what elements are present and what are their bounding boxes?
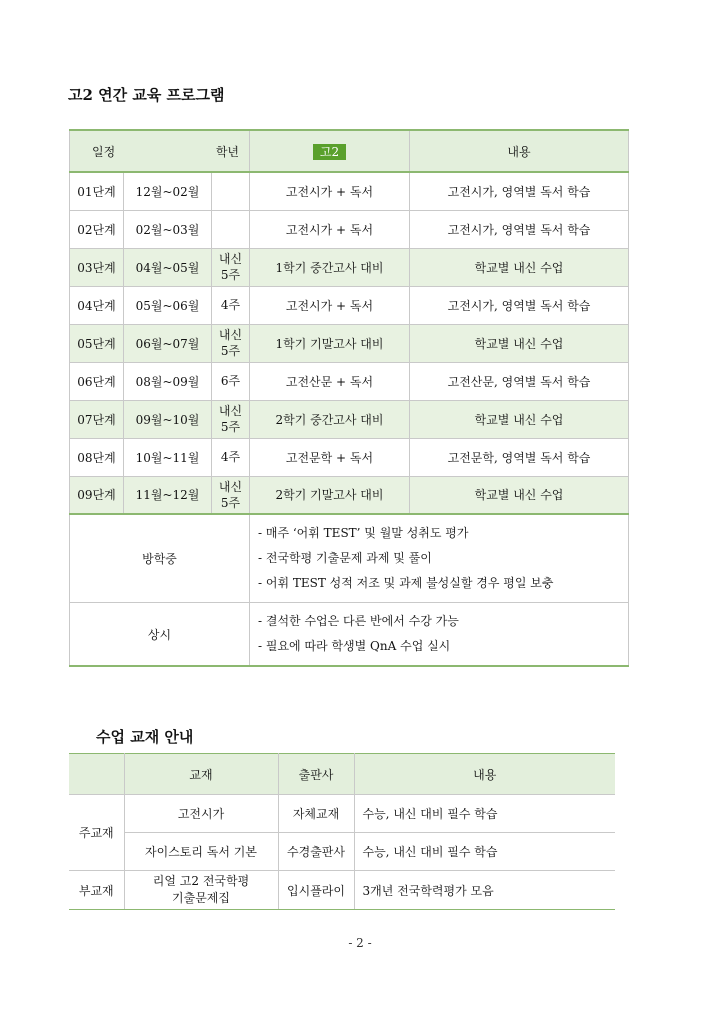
sub-textbook-label: 부교재 xyxy=(69,871,124,910)
note-item: - 전국학평 기출문제 과제 및 풀이 xyxy=(258,551,432,565)
note-item: - 어휘 TEST 성적 저조 및 과제 불성실할 경우 평일 보충 xyxy=(258,576,554,590)
stage-cell: 03단계 xyxy=(70,248,124,286)
book-header: 교재 xyxy=(124,754,278,795)
weeks-cell: 내신 5주 xyxy=(212,400,250,438)
stage-cell: 08단계 xyxy=(70,438,124,476)
period-cell: 09월~10월 xyxy=(124,400,212,438)
content-cell: 고전산문, 영역별 독서 학습 xyxy=(410,362,629,400)
period-cell: 10월~11월 xyxy=(124,438,212,476)
program-cell: 고전시가 + 독서 xyxy=(250,210,410,248)
textbook-content-header: 내용 xyxy=(354,754,615,795)
grade-header-label: 학년 xyxy=(215,145,239,159)
content-cell: 학교별 내신 수업 xyxy=(410,476,629,514)
stage-cell: 01단계 xyxy=(70,172,124,210)
publisher-cell: 수경출판사 xyxy=(278,833,354,871)
note-item: - 필요에 따라 학생별 QnA 수업 실시 xyxy=(258,639,451,653)
weeks-cell: 6주 xyxy=(212,362,250,400)
textbook-row xyxy=(69,833,615,871)
textbook-header-row xyxy=(69,754,615,795)
schedule-row xyxy=(70,400,629,438)
annual-schedule-table xyxy=(69,129,629,667)
content-cell: 학교별 내신 수업 xyxy=(410,400,629,438)
period-cell: 04월~05월 xyxy=(124,248,212,286)
note-item: - 결석한 수업은 다른 반에서 수강 가능 xyxy=(258,614,459,628)
weeks-cell xyxy=(212,172,250,210)
period-cell: 06월~07월 xyxy=(124,324,212,362)
textbook-table xyxy=(69,753,615,910)
content-cell: 고전문학, 영역별 독서 학습 xyxy=(410,438,629,476)
weeks-cell: 내신 5주 xyxy=(212,248,250,286)
grade-badge: 고2 xyxy=(313,144,346,160)
program-cell: 1학기 기말고사 대비 xyxy=(250,324,410,362)
textbook-row xyxy=(69,871,615,910)
content-cell: 학교별 내신 수업 xyxy=(410,324,629,362)
textbook-content-cell: 수능, 내신 대비 필수 학습 xyxy=(354,833,615,871)
vacation-label: 방학중 xyxy=(70,514,250,603)
weeks-cell xyxy=(212,210,250,248)
note-item: - 매주 ‘어휘 TEST’ 및 월말 성취도 평가 xyxy=(258,526,469,540)
type-header xyxy=(69,754,124,795)
content-cell: 고전시가, 영역별 독서 학습 xyxy=(410,172,629,210)
schedule-row xyxy=(70,172,629,210)
content-cell: 고전시가, 영역별 독서 학습 xyxy=(410,286,629,324)
program-cell: 2학기 중간고사 대비 xyxy=(250,400,410,438)
schedule-row xyxy=(70,476,629,514)
schedule-grade-header xyxy=(70,130,250,172)
program-cell: 고전산문 + 독서 xyxy=(250,362,410,400)
program-cell: 고전문학 + 독서 xyxy=(250,438,410,476)
content-cell: 학교별 내신 수업 xyxy=(410,248,629,286)
page-title: 고2 연간 교육 프로그램 xyxy=(68,86,225,104)
stage-cell: 09단계 xyxy=(70,476,124,514)
page-number: - 2 - xyxy=(348,936,372,950)
weeks-cell: 내신 5주 xyxy=(212,324,250,362)
book-cell: 고전시가 xyxy=(124,795,278,833)
content-cell: 고전시가, 영역별 독서 학습 xyxy=(410,210,629,248)
schedule-row xyxy=(70,286,629,324)
weeks-cell: 4주 xyxy=(212,286,250,324)
stage-cell: 02단계 xyxy=(70,210,124,248)
book-cell: 리얼 고2 전국학평 기출문제집 xyxy=(124,871,278,910)
textbook-section-title: 수업 교재 안내 xyxy=(96,728,194,746)
period-cell: 05월~06월 xyxy=(124,286,212,324)
content-header: 내용 xyxy=(410,130,629,172)
vacation-notes xyxy=(250,514,629,603)
program-header xyxy=(250,130,410,172)
program-cell: 2학기 기말고사 대비 xyxy=(250,476,410,514)
always-label: 상시 xyxy=(70,603,250,667)
publisher-cell: 입시플라이 xyxy=(278,871,354,910)
stage-cell: 07단계 xyxy=(70,400,124,438)
textbook-content-cell: 수능, 내신 대비 필수 학습 xyxy=(354,795,615,833)
period-cell: 02월~03월 xyxy=(124,210,212,248)
period-cell: 11월~12월 xyxy=(124,476,212,514)
program-cell: 고전시가 + 독서 xyxy=(250,172,410,210)
publisher-header: 출판사 xyxy=(278,754,354,795)
schedule-row xyxy=(70,362,629,400)
schedule-row xyxy=(70,210,629,248)
schedule-row xyxy=(70,324,629,362)
always-row xyxy=(70,603,629,667)
always-notes xyxy=(250,603,629,667)
schedule-row xyxy=(70,438,629,476)
schedule-header-label: 일정 xyxy=(92,145,116,159)
program-cell: 1학기 중간고사 대비 xyxy=(250,248,410,286)
program-cell: 고전시가 + 독서 xyxy=(250,286,410,324)
stage-cell: 06단계 xyxy=(70,362,124,400)
textbook-row xyxy=(69,795,615,833)
textbook-content-cell: 3개년 전국학력평가 모음 xyxy=(354,871,615,910)
stage-cell: 05단계 xyxy=(70,324,124,362)
weeks-cell: 내신 5주 xyxy=(212,476,250,514)
period-cell: 12월~02월 xyxy=(124,172,212,210)
schedule-row xyxy=(70,248,629,286)
book-cell: 자이스토리 독서 기본 xyxy=(124,833,278,871)
main-textbook-label: 주교재 xyxy=(69,795,124,871)
schedule-header-row xyxy=(70,130,629,172)
period-cell: 08월~09월 xyxy=(124,362,212,400)
publisher-cell: 자체교재 xyxy=(278,795,354,833)
stage-cell: 04단계 xyxy=(70,286,124,324)
vacation-row xyxy=(70,514,629,603)
weeks-cell: 4주 xyxy=(212,438,250,476)
